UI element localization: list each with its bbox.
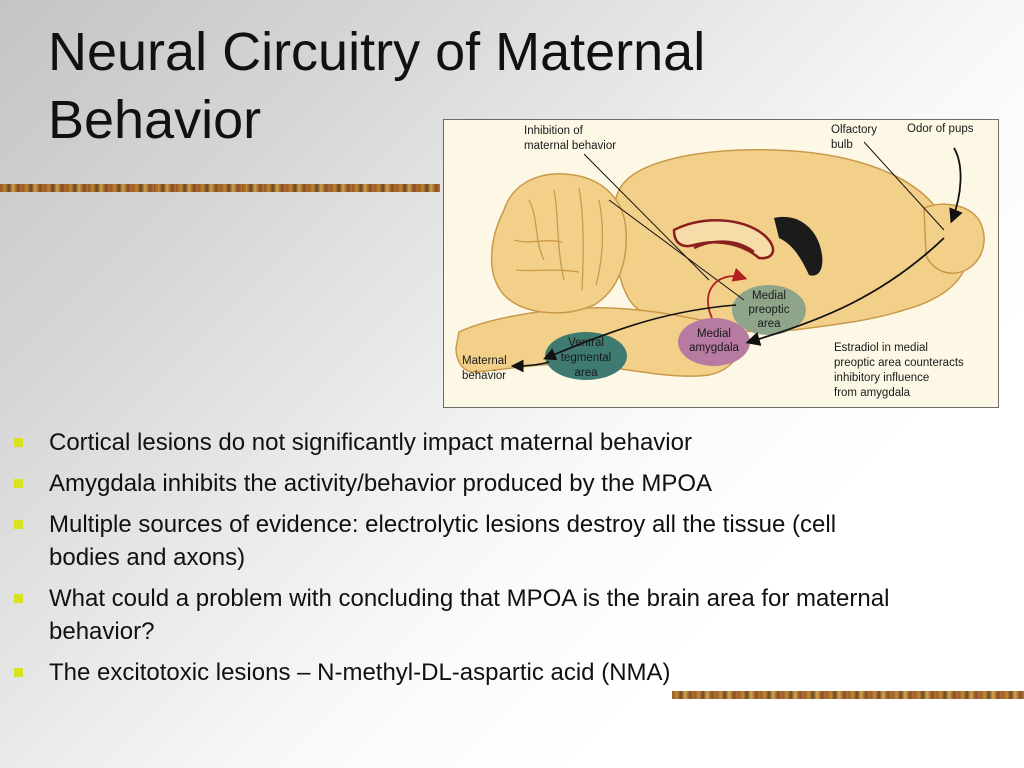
label-inhibition-line1: Inhibition of bbox=[524, 125, 583, 137]
bullet-text: What could a problem with concluding that MPOA is the brain area for maternal behavior? bbox=[49, 585, 890, 645]
brain-diagram bbox=[443, 119, 999, 408]
label-vta-line3: area bbox=[574, 367, 598, 379]
brain-diagram-svg bbox=[444, 120, 1000, 409]
label-estradiol-line1: Estradiol in medial bbox=[834, 342, 928, 354]
label-amygdala-line2: amygdala bbox=[689, 342, 739, 354]
label-maternal-line1: Maternal bbox=[462, 355, 507, 367]
label-odor-of-pups: Odor of pups bbox=[907, 123, 974, 135]
label-inhibition-line2: maternal behavior bbox=[524, 140, 617, 152]
bullet-square-icon bbox=[14, 479, 23, 488]
label-amygdala-line1: Medial bbox=[697, 328, 731, 340]
bullet-square-icon bbox=[14, 668, 23, 677]
label-olfactory-line2: bulb bbox=[831, 139, 853, 151]
bullet-text: Multiple sources of evidence: electrolytic lesions destroy all the tissue (cell bodies and axons) bbox=[49, 511, 837, 571]
label-vta-line1: Ventral bbox=[568, 337, 604, 349]
bullet-square-icon bbox=[14, 594, 23, 603]
bullet-item bbox=[14, 508, 894, 574]
label-estradiol-line4: from amygdala bbox=[834, 387, 911, 399]
label-mpoa-line3: area bbox=[757, 318, 781, 330]
label-estradiol-line2: preoptic area counteracts bbox=[834, 357, 964, 369]
label-mpoa-line1: Medial bbox=[752, 290, 786, 302]
bullet-item bbox=[14, 426, 894, 459]
bullet-list bbox=[14, 426, 894, 697]
label-vta-line2: tegmental bbox=[560, 352, 612, 364]
bullet-item bbox=[14, 656, 894, 689]
bullet-text: Amygdala inhibits the activity/behavior produced by the MPOA bbox=[49, 470, 713, 497]
label-maternal-line2: behavior bbox=[462, 370, 507, 382]
bullet-square-icon bbox=[14, 438, 23, 447]
bullet-text: The excitotoxic lesions – N-methyl-DL-aspartic acid (NMA) bbox=[49, 659, 671, 686]
bullet-item bbox=[14, 467, 894, 500]
decorative-stripe-top bbox=[0, 184, 440, 192]
slide-title: Neural Circuitry of Maternal Behavior bbox=[48, 22, 706, 150]
label-olfactory-line1: Olfactory bbox=[831, 124, 878, 136]
label-estradiol-line3: inhibitory influence bbox=[834, 372, 930, 384]
bullet-square-icon bbox=[14, 520, 23, 529]
bullet-item bbox=[14, 582, 894, 648]
label-mpoa-line2: preoptic bbox=[748, 304, 790, 316]
bullet-text: Cortical lesions do not significantly impact maternal behavior bbox=[49, 429, 692, 456]
